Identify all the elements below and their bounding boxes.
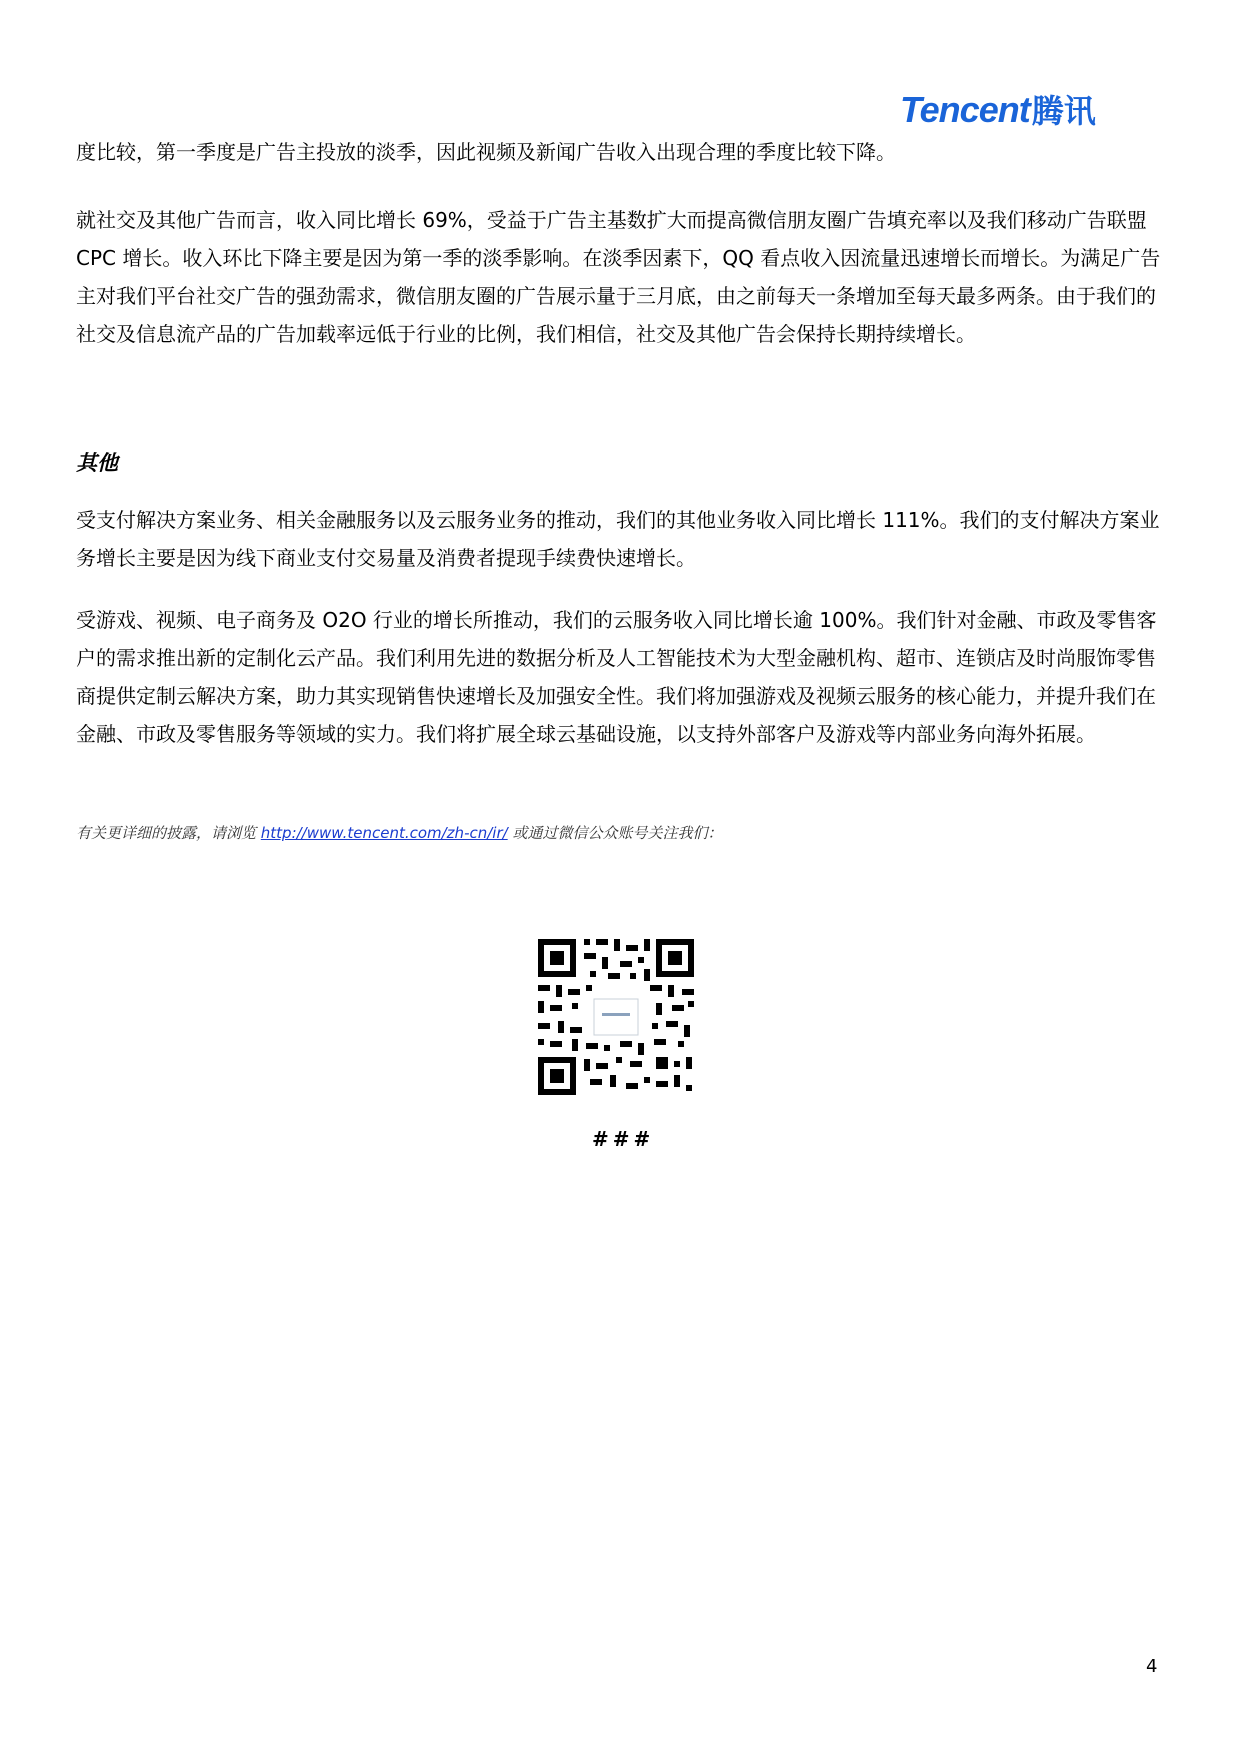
logo-text-cn: 腾讯 xyxy=(1031,92,1096,130)
page-number: 4 xyxy=(1146,1656,1158,1677)
ir-website-link[interactable]: http://www.tencent.com/zh-cn/ir/ xyxy=(260,824,508,842)
logo-text-en: Tencent xyxy=(900,89,1030,130)
paragraph-payment: 受支付解决方案业务、相关金融服务以及云服务业务的推动，我们的其他业务收入同比增长 111%。我们的支付解决方案业务增长主要是因为线下商业支付交易量及消费者提现手续费快速增长。 xyxy=(76,508,1160,570)
paragraph-ad-seasonality: 度比较，第一季度是广告主投放的淡季，因此视频及新闻广告收入出现合理的季度比较下降。 xyxy=(76,140,896,164)
note-suffix: 或通过微信公众账号关注我们： xyxy=(507,824,723,842)
disclosure-note xyxy=(76,822,722,843)
note-prefix: 有关更详细的披露，请浏览 xyxy=(76,824,261,842)
paragraph-social-ads: 就社交及其他广告而言，收入同比增长 69%，受益于广告主基数扩大而提高微信朋友圈广告填充率以及我们移动广告联盟 CPC 增长。收入环比下降主要是因为第一季的淡季影响。在淡季因素下，QQ 看点收入因流量迅速增长而增长。为满足广告主对我们平台社交广告的强劲需求，微信朋友圈的广告展示量于三月底，由之前每天一条增加至每天最多两条。由于我们的社交及信息流产品的广告加载率远低于行业的比例，我们相信，社交及其他广告会保持长期持续增长。 xyxy=(76,208,1161,346)
end-mark: ### xyxy=(592,1127,655,1151)
paragraph-cloud: 受游戏、视频、电子商务及 O2O 行业的增长所推动，我们的云服务收入同比增长逾 100%。我们针对金融、市政及零售客户的需求推出新的定制化云产品。我们利用先进的数据分析及人工智能技术为大型金融机构、超市、连锁店及时尚服饰零售商提供定制云解决方案，助力其实现销售快速增长及加强安全性。我们将加强游戏及视频云服务的核心能力，并提升我们在金融、市政及零售服务等领域的实力。我们将扩展全球云基础设施，以支持外部客户及游戏等内部业务向海外拓展。 xyxy=(76,608,1157,746)
wechat-qr-code xyxy=(532,933,700,1101)
section-heading-other: 其他 xyxy=(76,451,118,475)
tencent-logo xyxy=(900,86,1096,130)
